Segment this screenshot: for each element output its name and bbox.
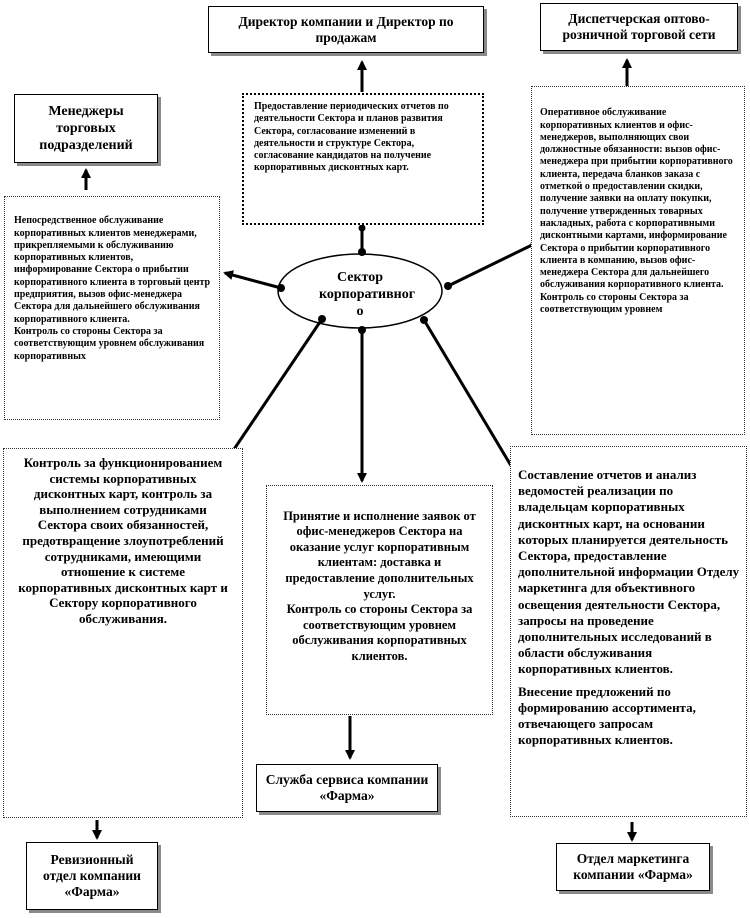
right-service-text: Оперативное обслуживание корпоративных клиентов и офис-менеджеров, выполняющих свои должностные обязанности: вызов офис-менеджера при прибытии корпоративного клиента, передача бланков заказа с отметкой о предоставлении скидки, получение заявки на оплату покупки, получение утвержденных товарных накладных, работа с корпоративными дисконтными картами, информирование Сектора о прибытии корпоративного клиента в компанию, вызов офис-менеджера Сектора для дальнейшего обслуживания корпоративного клиента. Контроль со стороны Сектора за соответствующим уровнем [540, 107, 733, 316]
service-label: Служба сервиса компании «Фарма» [265, 772, 429, 803]
sector-label-box [300, 268, 420, 320]
left-service-box [4, 196, 220, 420]
arrow-to-left-service [225, 273, 281, 288]
control-box [3, 448, 243, 818]
service-box[interactable] [256, 764, 438, 812]
reporting-box [242, 93, 484, 225]
line-to-right-service [448, 244, 534, 286]
managers-box[interactable] [14, 94, 158, 163]
reports-text-2: Внесение предложений по формированию ассортимента, отвечающего запросам корпоративных клиентов. [518, 683, 696, 748]
audit-label: Ревизионный отдел компании «Фарма» [43, 852, 141, 899]
orders-text: Принятие и исполнение заявок от офис-менеджеров Сектора на оказание услуг корпоративным клиентам: доставка и предоставление дополнительных услуг. Контроль со стороны Сектора за соответствующим уровнем обслуживания корпоративных клиентов. [283, 508, 476, 663]
dispatch-box[interactable] [540, 3, 738, 51]
reports-text-1: Составление отчетов и анализ ведомостей реализации по владельцам корпоративных дисконтных карт, на основании которых планируется деятельность Сектора, предоставление дополнительной информации Отделу маркетинга для объективного освещения деятельности Сектора, запросы на проведение дополнительных исследований в области обслуживания корпоративных клиентов. [518, 467, 740, 677]
audit-box[interactable] [26, 842, 158, 910]
left-service-text: Непосредственное обслуживание корпоративных клиентов менеджерами, прикрепляемыми к обслуживанию корпоративных клиентов, информирование Сектора о прибытии корпоративного клиента в торговый центр предприятия, вызов офис-менеджера Сектора для дальнейшего обслуживания корпоративного клиента. Контроль со стороны Сектора за соответствующим уровнем обслуживания корпоративных [14, 215, 211, 362]
managers-label: Менеджеры торговых подразделений [39, 104, 133, 153]
director-label: Директор компании и Директор по продажам [238, 13, 454, 45]
marketing-label: Отдел маркетинга компании «Фарма» [573, 851, 693, 882]
orders-box [266, 485, 493, 715]
dispatch-label: Диспетчерская оптово-розничной торговой сети [562, 11, 716, 42]
control-text: Контроль за функционированием системы корпоративных дисконтных карт, контроль за выполнением сотрудниками Сектора своих обязанностей, предотвращение злоупотреблений сотрудниками, имеющими отношение к системе корпоративных дисконтных карт и Сектору корпоративного обслуживания. [18, 455, 228, 626]
marketing-box[interactable] [556, 843, 710, 891]
arrow-to-reports [424, 320, 519, 479]
reports-box [510, 446, 747, 817]
right-service-box [531, 86, 745, 435]
reporting-text: Предоставление периодических отчетов по деятельности Сектора и планов развития Сектора, согласование изменений в деятельности и структуре Сектора, согласование кандидатов на получение корпоративных дисконтных карт. [254, 101, 449, 174]
director-box[interactable] [208, 6, 484, 53]
sector-label: Сектор корпоративног о [319, 269, 416, 319]
